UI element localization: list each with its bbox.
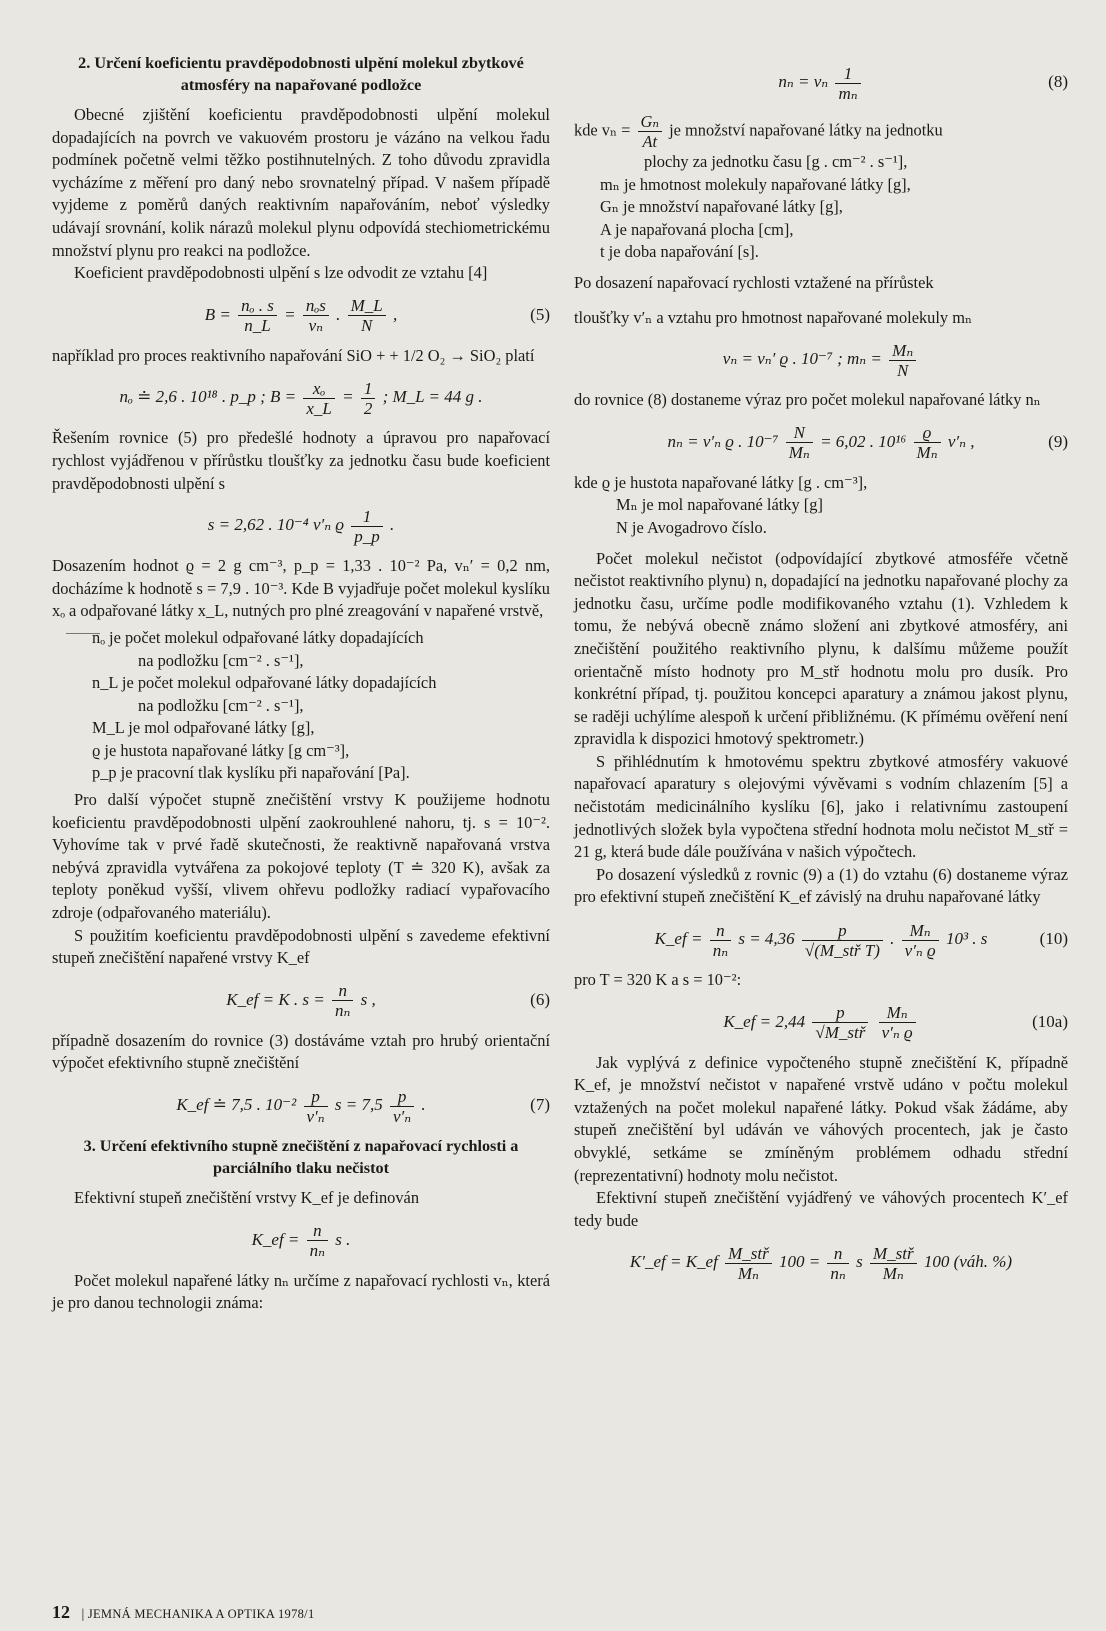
definition-item: plochy za jednotku času [g . cm⁻² . s⁻¹], [644, 152, 908, 171]
paragraph: Řešením rovnice (5) pro předešlé hodnoty a úpravou pro napařovací rychlost vyjádřenou v přírůstku tloušťky za jednotku času bude koeficient pravděpodobnosti ulpění s [52, 428, 550, 493]
definition-item: t je doba napařování [s]. [600, 242, 759, 262]
definition-item: n_L je počet molekul odpařované látky dopadajících [92, 673, 437, 693]
fraction: $\frac{\text{Mₙ}}{N}$ [889, 341, 916, 380]
fraction: $\frac{\text{M\_stř}}{\text{Mₙ}}$ [870, 1244, 917, 1283]
definition-item: N je Avogadrovo číslo. [616, 517, 767, 537]
paragraph: případně dosazením do rovnice (3) dostáváme vztah pro hrubý orientační výpočet efektivního stupně znečištění [52, 1030, 550, 1073]
equation-number: (5) [530, 304, 550, 324]
fraction: $\frac{p}{\text{v′ₙ}}$ [390, 1087, 414, 1126]
fraction: $\frac{n}{\text{nₙ}}$ [710, 921, 731, 960]
paragraph: Efektivní stupeň znečištění vyjádřený ve váhových procentech K′_ef tedy bude [574, 1188, 1068, 1230]
kde-line: kde vₙ = $\frac{\text{Gₙ}}{At}$ je množství napařované látky na jednotku [574, 112, 943, 151]
page-footer: 12 | JEMNÁ MECHANIKA A OPTIKA 1978/1 [52, 1602, 315, 1622]
equation-number: (7) [530, 1095, 550, 1114]
fraction: $\frac{\text{xₒ}}{x\_L}$ [303, 379, 335, 418]
equation-vn: vₙ = vₙ′ ϱ . 10⁻⁷ ; mₙ = $\frac{\text{Mₙ}}{N}$ [574, 337, 1068, 381]
definition-item: kde ϱ je hustota napařované látky [g . cm⁻³], [574, 472, 868, 492]
section-2-heading: 2. Určení koeficientu pravděpodobnosti ulpění molekul zbytkové atmosféry na napařované podložce [78, 54, 524, 94]
paragraph: S použitím koeficientu pravděpodobnosti ulpění s zavedeme efektivní stupeň znečištění napařené vrstvy K_ef [52, 925, 550, 968]
paragraph: Koeficient pravděpodobnosti ulpění s lze odvodit ze vztahu [4] [74, 263, 488, 283]
fraction: $\frac{1}{\text{mₙ}}$ [835, 64, 860, 103]
paragraph: pro T = 320 K a s = 10⁻²: [574, 970, 742, 990]
fraction: $\frac{1}{p\_p}$ [351, 507, 383, 546]
equation-number: (6) [530, 989, 550, 1009]
equation-s: s = 2,62 . 10⁻⁴ v′ₙ ϱ $\frac{1}{p\_p}$ . [207, 506, 395, 546]
paragraph: Počet molekul napařené látky nₙ určíme z napařovací rychlosti vₙ, která je pro danou technologii známa: [52, 1270, 550, 1313]
equation-kef: K_ef = $\frac{n}{\text{nₙ}}$ s . [251, 1221, 351, 1261]
paragraph: Pro další výpočet stupně znečištění vrstvy K použijeme hodnotu koeficientu pravděpodobnosti ulpění zaokrouhlené nahoru, tj. s = 10⁻². Vyhovíme tak v prvé řadě skutečnosti, že reaktivně napařovaná vrstva nebývá zpravidla vytvářena za pokojové teploty (T ≐ 320 K), avšak za teploty poněkud vyšší, vlivem ohřevu podložky radiací vypařovacího zdroje (odpařovaného materiálu). [52, 790, 550, 923]
section-3-heading: 3. Určení efektivního stupně znečištění z napařovací rychlosti a parciálního tlaku nečistot [83, 1137, 519, 1177]
equation-number: (10a) [1032, 1011, 1068, 1031]
left-column [52, 52, 550, 1315]
definition-item-cont: na podložku [cm⁻² . s⁻¹], [138, 695, 304, 715]
definition-item: ϱ je hustota napařované látky [g cm⁻³], [92, 740, 350, 760]
equation-8: nₙ = vₙ $\frac{1}{\text{mₙ}}$ (8) [574, 60, 1068, 104]
fraction: $\frac{1}{2}$ [361, 379, 376, 418]
equation-5: B = $\frac{\text{nₒ . s}}{n\_L}$ = $\frac{\text{nₒs}}{\text{vₙ}}$ . $\frac{M\_L}{N}$ , (5) [52, 293, 550, 337]
paragraph: například pro proces reaktivního napařování SiO + + 1/2 O₂ → SiO₂ platí [52, 345, 535, 365]
paragraph: Počet molekul nečistot (odpovídající zbytkové atmosféře včetně nečistot reaktivního plynu) n, dopadající na jednotku napařované plochy za jednotku času, určíme podle modifikovaného vztahu (1). Vzhledem k tomu, že nebývá obecně známo složení ani zbytkové atmosféry, ani znečištění použitého reaktivního plynu, k dalšímu můžeme použít orientačně místo hodnoty pro M_stř hodnotu molu pro dusík. Pro konkrétní případ, tj. použitou koncepci aparatury a známou jakost plynu, se raději uchýlíme alespoň k určení přibližnému. (K přímému ověření není zpravidla k dispozici hmotový spektrometr.) [574, 548, 1068, 749]
fraction: $\frac{\text{Mₙ}}{\text{v′ₙ ϱ}}$ [902, 921, 939, 960]
page-number: 12 [52, 1602, 70, 1622]
equation-number: (10) [1039, 929, 1068, 949]
paragraph: tloušťky v′ₙ a vztahu pro hmotnost napařované molekuly mₙ [574, 307, 973, 327]
paragraph: do rovnice (8) dostaneme výraz pro počet molekul napařované látky nₙ [574, 390, 1041, 410]
definition-item: Gₙ je množství napařované látky [g], [600, 197, 843, 217]
paragraph: Jak vyplývá z definice vypočteného stupně znečištění K, případně K_ef, je množství nečistot v napařené vrstvě udáno v počtu molekul vztažených na počet molekul napařené látky. Pokud však žádáme, aby stupeň znečištění byl udáván ve váhových procentech, jak je často obvyklé, setkáme se zmíněným problémem odhadu střední (reprezentativní) hodnoty molu nečistot. [574, 1052, 1068, 1185]
equation-example: nₒ ≐ 2,6 . 10¹⁸ . p_p ; B = $\frac{\text{xₒ}}{x\_L}$ = $\frac{1}{2}$ ; M_L = 44 g . [119, 378, 483, 418]
fraction: $\frac{\text{nₒs}}{\text{vₙ}}$ [303, 296, 329, 335]
equation-7: K_ef ≐ 7,5 . 10⁻² $\frac{p}{\text{v′ₙ}}$ s = 7,5 $\frac{p}{\text{v′ₙ}}$ . (7) [52, 1083, 550, 1127]
paragraph: Efektivní stupeň znečištění vrstvy K_ef je definován [74, 1188, 420, 1207]
paragraph: Obecné zjištění koeficientu pravděpodobnosti ulpění molekul dopadajících na povrch ve vakuovém prostoru je vázáno na velkou řadu podmínek početně velmi těžko postihnutelných. Z toho důvodu zpravidla vycházíme z měření pro daný nebo srovnatelný případ. V našem případě vyjdeme z poměrů daných reaktivním napařováním, neboť výsledky udávají srovnání, kolik nárazů molekul plynu odpovídá stechiometrickému množství plynu pro reakci na podložce. [52, 105, 550, 260]
definition-item: nₒ je počet molekul odpařované látky dopadajících [92, 627, 424, 647]
definition-list [92, 627, 550, 785]
fraction: $\frac{n}{\text{nₙ}}$ [307, 1221, 328, 1260]
right-column [574, 52, 1068, 1292]
fraction: $\frac{\text{M\_stř}}{\text{Mₙ}}$ [725, 1244, 772, 1283]
fraction: $\frac{\text{nₒ . s}}{n\_L}$ [238, 296, 277, 335]
fraction: $\frac{n}{\text{nₙ}}$ [332, 981, 353, 1020]
paragraph: Dosazením hodnot ϱ = 2 g cm⁻³, p_p = 1,33 . 10⁻² Pa, vₙ′ = 0,2 nm, docházíme k hodnotě s = 7,9 . 10⁻³. Kde B vyjadřuje počet molekul kyslíku xₒ a odpařované látky x_L, nutných pro plné zreagování v napařené vrstvě, [52, 556, 550, 621]
fraction: $\frac{N}{\text{Mₙ}}$ [786, 423, 813, 462]
paragraph: Po dosazení výsledků z rovnic (9) a (1) do vztahu (6) dostaneme výraz pro efektivní stupeň znečištění K_ef závislý na druhu napařované látky [574, 864, 1068, 907]
paragraph: S přihlédnutím k hmotovému spektru zbytkové atmosféry vakuové napařovací aparatury s olejovými vývěvami s vodním chlazením [5] a nečistotám medicinálního kyslíku [6], jako i relativnímu zastoupení jednotlivých složek byla vypočtena střední hodnota molu nečistot M_stř = 21 g, která bude dále používána v našich výpočtech. [574, 751, 1068, 862]
fraction: $\frac{\text{Gₙ}}{At}$ [638, 112, 662, 151]
equation-number: (8) [1048, 72, 1068, 91]
definition-list [574, 472, 1068, 540]
equation-10a: K_ef = 2,44 $\frac{p}{\text{√M\_stř}}$ $\frac{\text{Mₙ}}{\text{v′ₙ ϱ}}$ (10a) [574, 1000, 1068, 1044]
definition-item: Mₙ je mol napařované látky [g] [616, 495, 823, 515]
fraction: $\frac{p}{\text{√M\_stř}}$ [812, 1003, 868, 1042]
definition-item: p_p je pracovní tlak kyslíku při napařování [Pa]. [92, 763, 410, 783]
definition-list [574, 151, 1068, 264]
definition-item: A je napařovaná plocha [cm], [600, 219, 794, 239]
fraction: $\frac{p}{\text{v′ₙ}}$ [304, 1087, 328, 1126]
definition-item: M_L je mol odpařované látky [g], [92, 718, 315, 738]
equation-10: K_ef = $\frac{n}{\text{nₙ}}$ s = 4,36 $\frac{p}{\text{√(M\_stř T)}}$ . $\frac{\text{Mₙ}}{\text{v′ₙ ϱ}}$ 10³ . s (10) [574, 917, 1068, 961]
equation-weight-percent: K′_ef = K_ef $\frac{\text{M\_stř}}{\text{Mₙ}}$ 100 = $\frac{n}{\text{nₙ}}$ s $\frac{\text{M\_stř}}{\text{Mₙ}}$ 100 (váh. %) [629, 1243, 1013, 1283]
fraction: $\frac{M\_L}{N}$ [348, 296, 386, 335]
fraction: $\frac{\text{Mₙ}}{\text{v′ₙ ϱ}}$ [879, 1003, 916, 1042]
fraction: $\frac{ϱ}{\text{Mₙ}}$ [914, 423, 941, 462]
fraction: $\frac{p}{\text{√(M\_stř T)}}$ [802, 921, 883, 960]
equation-9: nₙ = v′ₙ ϱ . 10⁻⁷ $\frac{N}{\text{Mₙ}}$ = 6,02 . 10¹⁶ $\frac{ϱ}{\text{Mₙ}}$ v′ₙ , (9) [574, 420, 1068, 464]
paragraph: Po dosazení napařovací rychlosti vztažené na přírůstek [574, 272, 934, 292]
journal-name: JEMNÁ MECHANIKA A OPTIKA 1978/1 [87, 1607, 315, 1621]
definition-item: mₙ je hmotnost molekuly napařované látky [g], [600, 174, 911, 194]
fraction: $\frac{n}{\text{nₙ}}$ [827, 1244, 848, 1283]
equation-number: (9) [1048, 431, 1068, 451]
equation-6: K_ef = K . s = $\frac{n}{\text{nₙ}}$ s , (6) [52, 978, 550, 1022]
definition-item-cont: na podložku [cm⁻² . s⁻¹], [138, 650, 304, 670]
